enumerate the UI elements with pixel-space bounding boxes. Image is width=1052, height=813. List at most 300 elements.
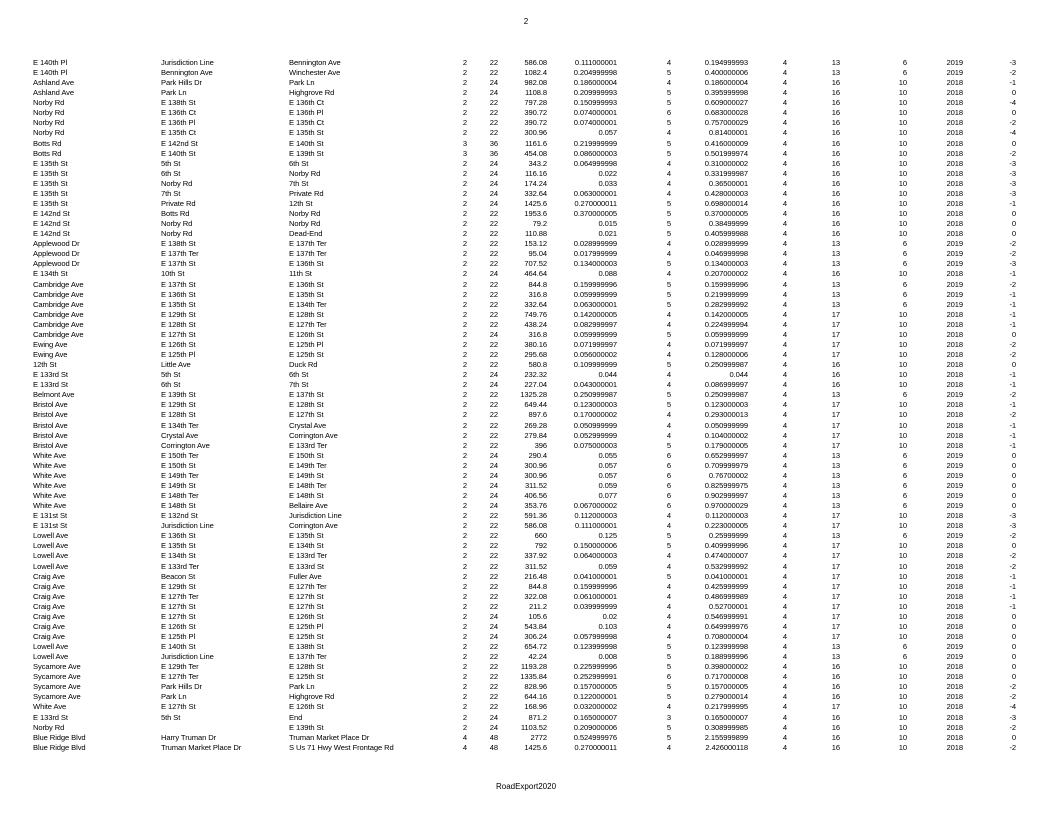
cell-to-street: Bellaire Ave: [289, 501, 328, 511]
cell-cumulative-miles: 0.224999994: [704, 319, 748, 329]
cell-rating: 6: [666, 480, 671, 490]
cell-col-12: 10: [898, 269, 907, 279]
cell-year: 2019: [946, 642, 963, 652]
cell-cumulative-miles: 0.428000003: [704, 188, 748, 198]
cell-from-street: Jurisdiction Line: [161, 521, 214, 531]
cell-col-10: 4: [782, 571, 787, 581]
cell-length: 168.96: [524, 702, 547, 712]
cell-score: -2: [1009, 148, 1016, 158]
cell-from-street: E 135th St: [161, 299, 196, 309]
cell-col-11: 17: [831, 410, 840, 420]
cell-miles: 0.111000001: [574, 58, 617, 67]
table-row: [0, 159, 1052, 169]
table-row: [0, 380, 1052, 390]
cell-from-street: E 127th Ter: [161, 672, 199, 682]
cell-col-12: 6: [902, 239, 907, 249]
cell-score: -2: [1009, 682, 1016, 692]
cell-miles: 0.086000003: [573, 148, 617, 158]
cell-col-12: 10: [898, 400, 907, 410]
cell-lanes: 2: [462, 360, 467, 370]
cell-col-11: 13: [831, 390, 840, 400]
cell-miles: 0.067000002: [573, 501, 617, 511]
cell-lanes: 3: [462, 138, 467, 148]
cell-score: -1: [1009, 198, 1016, 208]
cell-cumulative-miles: 0.609000027: [704, 98, 748, 108]
cell-width: 22: [489, 339, 498, 349]
cell-from-street: Park Hills Dr: [161, 78, 202, 88]
cell-miles: 0.250999987: [573, 390, 617, 400]
cell-width: 22: [489, 642, 498, 652]
cell-from-street: E 139th St: [161, 390, 196, 400]
cell-year: 2018: [946, 188, 963, 198]
cell-cumulative-miles: 0.395999998: [704, 88, 748, 98]
cell-cumulative-miles: 0.486999989: [704, 591, 748, 601]
cell-length: 1082.4: [524, 68, 547, 78]
cell-road-name: Norby Rd: [33, 98, 65, 108]
cell-year: 2018: [946, 108, 963, 118]
cell-lanes: 2: [462, 339, 467, 349]
cell-score: -3: [1009, 712, 1016, 722]
cell-from-street: E 125th Pl: [161, 350, 196, 360]
table-row: [0, 471, 1052, 481]
cell-rating: 6: [666, 470, 671, 480]
cell-lanes: 4: [462, 732, 467, 742]
cell-to-street: Duck Rd: [289, 360, 318, 370]
cell-score: -3: [1009, 521, 1016, 531]
cell-lanes: 2: [462, 410, 467, 420]
cell-from-street: E 137th St: [161, 259, 196, 269]
cell-width: 24: [489, 78, 498, 88]
cell-col-11: 17: [831, 309, 840, 319]
cell-score: -2: [1009, 68, 1016, 78]
cell-col-11: 16: [831, 198, 840, 208]
cell-col-10: 4: [782, 611, 787, 621]
table-row: [0, 269, 1052, 279]
cell-road-name: Botts Rd: [33, 148, 62, 158]
cell-col-10: 4: [782, 581, 787, 591]
cell-road-name: Applewood Dr: [33, 259, 80, 269]
cell-score: -1: [1009, 430, 1016, 440]
cell-rating: 4: [666, 269, 671, 279]
cell-road-name: Cambridge Ave: [33, 309, 84, 319]
cell-rating: 5: [666, 390, 671, 400]
table-row: [0, 421, 1052, 431]
table-row: [0, 622, 1052, 632]
cell-width: 24: [489, 88, 498, 98]
cell-col-10: 4: [782, 390, 787, 400]
cell-col-11: 17: [831, 601, 840, 611]
cell-rating: 4: [666, 521, 671, 531]
cell-lanes: 2: [462, 511, 467, 521]
cell-rating: 5: [666, 198, 671, 208]
cell-cumulative-miles: 0.310000002: [704, 158, 748, 168]
table-row: [0, 179, 1052, 189]
cell-year: 2018: [946, 350, 963, 360]
cell-width: 22: [489, 511, 498, 521]
cell-to-street: E 136th St: [289, 259, 324, 269]
cell-rating: 4: [666, 380, 671, 390]
cell-col-12: 6: [902, 501, 907, 511]
cell-lanes: 2: [462, 68, 467, 78]
cell-to-street: E 133rd Ter: [289, 440, 328, 450]
cell-score: -2: [1009, 350, 1016, 360]
cell-col-12: 10: [898, 561, 907, 571]
table-row: [0, 209, 1052, 219]
cell-from-street: E 132nd St: [161, 511, 198, 521]
cell-score: -2: [1009, 531, 1016, 541]
cell-year: 2018: [946, 621, 963, 631]
cell-from-street: E 138th St: [161, 98, 196, 108]
cell-col-10: 4: [782, 440, 787, 450]
cell-lanes: 2: [462, 319, 467, 329]
cell-lanes: 2: [462, 168, 467, 178]
cell-rating: 4: [666, 350, 671, 360]
cell-rating: 4: [666, 188, 671, 198]
cell-to-street: Norby Rd: [289, 168, 321, 178]
cell-cumulative-miles: 0.250999987: [704, 360, 748, 370]
cell-year: 2019: [946, 68, 963, 78]
cell-col-11: 13: [831, 501, 840, 511]
cell-miles: 0.050999999: [573, 420, 617, 430]
cell-col-11: 17: [831, 400, 840, 410]
table-row: [0, 350, 1052, 360]
cell-col-10: 4: [782, 722, 787, 732]
cell-cumulative-miles: 0.179000005: [704, 440, 748, 450]
cell-to-street: E 127th St: [289, 410, 324, 420]
cell-from-street: 5th St: [161, 712, 181, 722]
cell-from-street: E 149th Ter: [161, 470, 199, 480]
cell-from-street: E 135th St: [161, 541, 196, 551]
cell-width: 22: [489, 420, 498, 430]
cell-road-name: White Ave: [33, 460, 67, 470]
cell-score: 0: [1011, 450, 1016, 460]
cell-width: 24: [489, 168, 498, 178]
cell-rating: 5: [666, 148, 671, 158]
cell-miles: 0.02: [602, 611, 617, 621]
cell-road-name: Cambridge Ave: [33, 289, 84, 299]
cell-cumulative-miles: 2.155999899: [704, 732, 748, 742]
cell-year: 2018: [946, 702, 963, 712]
table-row: [0, 149, 1052, 159]
cell-from-street: E 136th St: [161, 531, 196, 541]
cell-width: 24: [489, 631, 498, 641]
cell-length: 311.52: [524, 561, 547, 571]
cell-year: 2018: [946, 168, 963, 178]
cell-year: 2018: [946, 581, 963, 591]
cell-score: -3: [1009, 259, 1016, 269]
cell-col-11: 13: [831, 480, 840, 490]
cell-road-name: Bristol Ave: [33, 420, 68, 430]
cell-col-12: 10: [898, 571, 907, 581]
cell-year: 2019: [946, 460, 963, 470]
cell-rating: 6: [666, 501, 671, 511]
cell-length: 982.08: [524, 78, 547, 88]
cell-from-street: E 127th St: [161, 601, 196, 611]
cell-width: 22: [489, 521, 498, 531]
cell-width: 22: [489, 360, 498, 370]
cell-year: 2018: [946, 662, 963, 672]
cell-year: 2018: [946, 319, 963, 329]
cell-year: 2018: [946, 229, 963, 239]
cell-width: 24: [489, 480, 498, 490]
cell-length: 343.2: [528, 158, 547, 168]
cell-score: 0: [1011, 360, 1016, 370]
cell-cumulative-miles: 0.250999987: [704, 390, 748, 400]
cell-score: 0: [1011, 501, 1016, 511]
cell-length: 1193.28: [520, 662, 547, 672]
cell-year: 2018: [946, 178, 963, 188]
cell-lanes: 2: [462, 611, 467, 621]
cell-miles: 0.159999996: [573, 279, 617, 289]
cell-year: 2019: [946, 279, 963, 289]
cell-col-12: 6: [902, 249, 907, 259]
cell-lanes: 2: [462, 672, 467, 682]
cell-length: 792: [534, 541, 547, 551]
cell-col-10: 4: [782, 309, 787, 319]
cell-road-name: E 133rd St: [33, 370, 68, 380]
cell-from-street: E 129th St: [161, 581, 196, 591]
cell-lanes: 2: [462, 662, 467, 672]
cell-from-street: Park Ln: [161, 88, 187, 98]
cell-length: 105.6: [528, 611, 547, 621]
cell-score: -3: [1009, 188, 1016, 198]
cell-col-11: 17: [831, 702, 840, 712]
cell-from-street: E 150th Ter: [161, 450, 199, 460]
cell-lanes: 2: [462, 128, 467, 138]
cell-lanes: 2: [462, 652, 467, 662]
cell-year: 2019: [946, 531, 963, 541]
cell-width: 22: [489, 561, 498, 571]
cell-col-10: 4: [782, 269, 787, 279]
cell-col-10: 4: [782, 511, 787, 521]
cell-length: 353.76: [524, 501, 547, 511]
cell-length: 660: [534, 531, 547, 541]
cell-rating: 4: [666, 742, 671, 752]
cell-cumulative-miles: 0.165000007: [704, 712, 748, 722]
cell-rating: 4: [666, 591, 671, 601]
cell-from-street: Park Hills Dr: [161, 682, 202, 692]
table-row: [0, 481, 1052, 491]
cell-rating: 4: [666, 128, 671, 138]
cell-col-11: 17: [831, 430, 840, 440]
cell-col-11: 16: [831, 219, 840, 229]
cell-road-name: Botts Rd: [33, 138, 62, 148]
cell-from-street: 10th St: [161, 269, 185, 279]
cell-year: 2018: [946, 339, 963, 349]
cell-rating: 6: [666, 672, 671, 682]
cell-from-street: Jurisdiction Line: [161, 58, 214, 67]
cell-lanes: 2: [462, 561, 467, 571]
cell-col-11: 17: [831, 551, 840, 561]
cell-road-name: Lowell Ave: [33, 652, 69, 662]
cell-length: 95.04: [528, 249, 547, 259]
cell-col-11: 16: [831, 732, 840, 742]
cell-score: -2: [1009, 339, 1016, 349]
cell-col-10: 4: [782, 460, 787, 470]
cell-year: 2018: [946, 571, 963, 581]
cell-rating: 4: [666, 430, 671, 440]
cell-score: 0: [1011, 642, 1016, 652]
cell-cumulative-miles: 0.825999975: [704, 480, 748, 490]
cell-length: 654.72: [524, 642, 547, 652]
cell-to-street: S Us 71 Hwy West Frontage Rd: [289, 742, 394, 752]
cell-miles: 0.064000003: [573, 551, 617, 561]
cell-from-street: Bennington Ave: [161, 68, 213, 78]
cell-col-10: 4: [782, 541, 787, 551]
cell-to-street: E 125th St: [289, 350, 324, 360]
cell-from-street: E 137th Ter: [161, 249, 199, 259]
cell-col-12: 10: [898, 88, 907, 98]
cell-width: 22: [489, 289, 498, 299]
page-footer: RoadExport2020: [495, 782, 557, 791]
table-row: [0, 199, 1052, 209]
cell-score: -1: [1009, 380, 1016, 390]
table-row: [0, 128, 1052, 138]
cell-to-street: E 148th Ter: [289, 480, 327, 490]
cell-lanes: 2: [462, 702, 467, 712]
cell-col-12: 10: [898, 430, 907, 440]
cell-col-10: 4: [782, 702, 787, 712]
cell-road-name: Lowell Ave: [33, 642, 69, 652]
table-row: [0, 582, 1052, 592]
table-row: [0, 169, 1052, 179]
cell-lanes: 2: [462, 722, 467, 732]
cell-score: -3: [1009, 511, 1016, 521]
cell-cumulative-miles: 0.425999999: [704, 581, 748, 591]
cell-width: 36: [489, 138, 498, 148]
cell-length: 749.76: [524, 309, 547, 319]
cell-road-name: Craig Ave: [33, 631, 65, 641]
cell-rating: 6: [666, 460, 671, 470]
cell-miles: 0.150000006: [573, 541, 617, 551]
cell-road-name: E 135th St: [33, 178, 68, 188]
cell-score: -1: [1009, 309, 1016, 319]
cell-col-11: 13: [831, 470, 840, 480]
cell-road-name: Craig Ave: [33, 581, 65, 591]
cell-score: 0: [1011, 662, 1016, 672]
cell-road-name: 12th St: [33, 360, 57, 370]
cell-lanes: 2: [462, 350, 467, 360]
cell-score: 0: [1011, 621, 1016, 631]
cell-from-street: E 138th St: [161, 239, 196, 249]
table-row: [0, 189, 1052, 199]
cell-rating: 5: [666, 662, 671, 672]
cell-width: 22: [489, 98, 498, 108]
cell-lanes: 2: [462, 78, 467, 88]
cell-col-10: 4: [782, 168, 787, 178]
cell-lanes: 2: [462, 309, 467, 319]
cell-width: 22: [489, 58, 498, 67]
cell-cumulative-miles: 0.104000002: [704, 430, 748, 440]
cell-rating: 4: [666, 249, 671, 259]
cell-score: 0: [1011, 652, 1016, 662]
cell-rating: 3: [666, 712, 671, 722]
cell-cumulative-miles: 0.683000028: [704, 108, 748, 118]
cell-width: 22: [489, 652, 498, 662]
cell-from-street: Norby Rd: [161, 219, 193, 229]
cell-to-street: E 133rd St: [289, 561, 324, 571]
table-row: [0, 713, 1052, 723]
cell-miles: 0.032000002: [573, 702, 617, 712]
table-row: [0, 441, 1052, 451]
cell-score: 0: [1011, 611, 1016, 621]
cell-year: 2018: [946, 198, 963, 208]
cell-lanes: 2: [462, 621, 467, 631]
cell-miles: 0.252999991: [573, 672, 617, 682]
cell-col-12: 10: [898, 370, 907, 380]
cell-cumulative-miles: 0.217999995: [704, 702, 748, 712]
cell-miles: 0.165000007: [573, 712, 617, 722]
cell-col-12: 10: [898, 551, 907, 561]
cell-rating: 4: [666, 78, 671, 88]
cell-col-11: 17: [831, 440, 840, 450]
cell-col-12: 10: [898, 350, 907, 360]
cell-to-street: Corrington Ave: [289, 521, 338, 531]
cell-col-11: 17: [831, 581, 840, 591]
cell-length: 2772: [530, 732, 547, 742]
cell-col-10: 4: [782, 682, 787, 692]
table-row: [0, 672, 1052, 682]
cell-width: 24: [489, 198, 498, 208]
cell-col-10: 4: [782, 410, 787, 420]
cell-rating: 4: [666, 178, 671, 188]
cell-col-10: 4: [782, 732, 787, 742]
cell-road-name: E 135th St: [33, 188, 68, 198]
cell-lanes: 2: [462, 581, 467, 591]
cell-cumulative-miles: 0.709999979: [704, 460, 748, 470]
cell-col-11: 16: [831, 128, 840, 138]
cell-road-name: Lowell Ave: [33, 541, 69, 551]
cell-rating: 4: [666, 611, 671, 621]
cell-col-11: 16: [831, 712, 840, 722]
cell-miles: 0.142000005: [573, 309, 617, 319]
cell-from-street: Beacon St: [161, 571, 196, 581]
cell-col-12: 10: [898, 702, 907, 712]
cell-col-11: 16: [831, 269, 840, 279]
cell-road-name: E 142nd St: [33, 209, 70, 219]
cell-to-street: Bennington Ave: [289, 58, 341, 67]
cell-miles: 0.370000005: [573, 209, 617, 219]
cell-cumulative-miles: 0.279000014: [704, 692, 748, 702]
cell-score: -1: [1009, 370, 1016, 380]
cell-score: 0: [1011, 209, 1016, 219]
cell-from-street: E 127th St: [161, 611, 196, 621]
cell-width: 22: [489, 350, 498, 360]
cell-score: 0: [1011, 229, 1016, 239]
cell-to-street: E 139th St: [289, 148, 324, 158]
cell-to-street: E 137th Ter: [289, 652, 327, 662]
cell-col-12: 6: [902, 259, 907, 269]
cell-road-name: E 135th St: [33, 168, 68, 178]
cell-col-10: 4: [782, 289, 787, 299]
cell-cumulative-miles: 0.970000029: [704, 501, 748, 511]
cell-length: 649.44: [524, 400, 547, 410]
cell-rating: 5: [666, 400, 671, 410]
cell-length: 110.88: [524, 229, 547, 239]
table-row: [0, 632, 1052, 642]
cell-col-12: 10: [898, 108, 907, 118]
cell-width: 22: [489, 108, 498, 118]
cell-lanes: 2: [462, 501, 467, 511]
cell-col-10: 4: [782, 128, 787, 138]
cell-width: 22: [489, 581, 498, 591]
cell-score: 0: [1011, 470, 1016, 480]
cell-rating: 5: [666, 98, 671, 108]
cell-year: 2018: [946, 128, 963, 138]
cell-cumulative-miles: 0.123000003: [704, 400, 748, 410]
cell-miles: 0.028999999: [573, 239, 617, 249]
cell-col-12: 10: [898, 591, 907, 601]
